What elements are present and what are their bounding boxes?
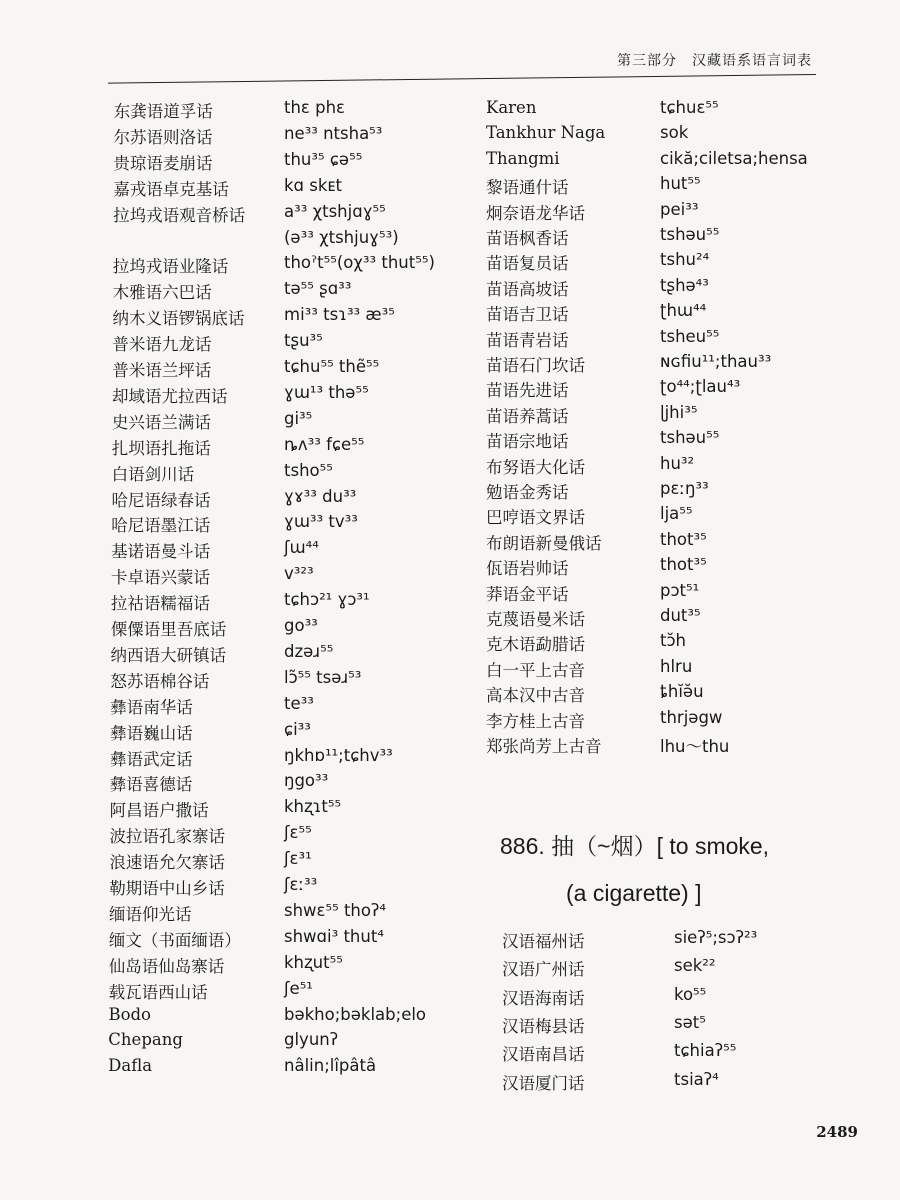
entry-form: ŋgo³³ <box>284 771 329 791</box>
entry-form: thot³⁵ <box>660 529 707 549</box>
entry-language: 苗语复员话 <box>486 254 569 274</box>
entry-form: ko⁵⁵ <box>674 984 707 1004</box>
entry-form: ʈhɯ⁴⁴ <box>660 301 707 321</box>
entry-language: 仙岛语仙岛寨话 <box>108 956 225 976</box>
entry-language: Chepang <box>108 1030 183 1050</box>
entry-language: 布朗语新曼俄话 <box>486 533 602 553</box>
entry-language: 浪速语允欠寨话 <box>109 853 225 873</box>
entry-language: 汉语梅县话 <box>502 1016 585 1036</box>
entry-form: ʃɛː³³ <box>284 875 318 894</box>
entry-language: 佤语岩帅话 <box>486 559 569 579</box>
entry-language: 缅文（书面缅语） <box>108 930 241 950</box>
entry-form: ʃɯ⁴⁴ <box>284 538 319 558</box>
entry-language: 郑张尚芳上古音 <box>486 737 602 756</box>
entry-form: hu³² <box>660 453 695 473</box>
entry-form: ʈo⁴⁴;ʈlau⁴³ <box>660 377 741 397</box>
entry-language: 嘉戎语卓克基话 <box>113 179 229 199</box>
entry-language: 尔苏语则洛话 <box>113 127 213 147</box>
entry-form: ɕi³³ <box>284 719 311 739</box>
entry-form: tɔ̆h <box>660 631 686 651</box>
entry-language: 波拉语孔家寨话 <box>109 827 225 847</box>
entry-language: 苗语先进话 <box>486 381 569 401</box>
entry-form: ɣɯ³³ tv³³ <box>284 512 358 532</box>
entry-language: 纳西语大研镇话 <box>110 645 227 665</box>
entry-language: 拉祜语糯福话 <box>110 594 210 614</box>
entry-language: 汉语海南话 <box>502 988 585 1008</box>
entry-language: 布努语大化话 <box>486 457 585 477</box>
entry-language: 木雅语六巴话 <box>112 283 212 303</box>
entry-language: 黎语通什话 <box>486 178 569 198</box>
entry-form: ne³³ ntsha⁵³ <box>284 123 383 143</box>
entry-form: ɣɯ¹³ thə⁵⁵ <box>284 382 369 402</box>
entry-form: tə⁵⁵ ʂɑ³³ <box>284 279 352 299</box>
entry-language: 苗语高坡话 <box>486 279 569 299</box>
entry-language: 哈尼语墨江话 <box>111 516 211 536</box>
entry-language: 基诺语曼斗话 <box>111 542 211 562</box>
entry-language: 傈僳语里吾底话 <box>110 620 227 639</box>
entry-form: tʂu³⁵ <box>284 331 323 351</box>
entry-form: thoˀt⁵⁵(oχ³³ thut⁵⁵) <box>284 253 435 273</box>
entry-language: 汉语福州话 <box>502 932 585 951</box>
entry-language: Tankhur Naga <box>486 123 606 143</box>
entry-form: gi³⁵ <box>284 408 313 428</box>
entry-form: dzəɹ⁵⁵ <box>284 641 334 661</box>
entry-language: 克木语勐腊话 <box>486 635 585 655</box>
entry-form: tshəu⁵⁵ <box>660 428 720 448</box>
entry-language: 普米语兰坪话 <box>112 361 212 380</box>
entry-language: 拉坞戎语观音桥话 <box>113 205 246 225</box>
entry-form: ʃɛ³¹ <box>284 849 312 869</box>
entry-form: pei³³ <box>660 199 699 219</box>
entry-language: 普米语九龙话 <box>112 335 212 355</box>
entry-language: 彝语巍山话 <box>110 723 193 743</box>
entry-language: 莽语金平话 <box>486 584 569 604</box>
entry-form: tɕhɔ²¹ ɣɔ³¹ <box>284 590 370 610</box>
section-title: 886. 抽（~烟）[ to smoke, <box>500 833 770 859</box>
entry-form: (ə³³ χtshjuɣ⁵³) <box>284 227 399 247</box>
entry-form: hlru <box>660 656 693 676</box>
entry-language: 苗语石门坎话 <box>486 356 585 375</box>
entry-form: tsheu⁵⁵ <box>660 326 720 346</box>
entry-language: 扎坝语扎拖话 <box>111 438 211 458</box>
entry-form: khʐut⁵⁵ <box>284 952 343 972</box>
entry-form: sieʔ⁵;sɔʔ²³ <box>674 928 758 947</box>
entry-form: ɭjhi³⁵ <box>660 402 698 422</box>
entry-form: thot³⁵ <box>660 555 707 575</box>
entry-form: nâlin;lîpâtâ <box>284 1056 377 1076</box>
entry-form: v³²³ <box>284 564 314 584</box>
section-title-continuation: (a cigarette) ] <box>566 880 702 906</box>
entry-language: 克蔑语曼米话 <box>486 610 585 629</box>
entry-language: 汉语厦门话 <box>502 1073 585 1093</box>
page-number: 2489 <box>816 1123 858 1141</box>
entry-language: Karen <box>486 98 537 117</box>
entry-form: thrjəgw <box>660 707 723 727</box>
entry-language: 高本汉中古音 <box>486 686 585 706</box>
running-header: 第三部分 汉藏语系语言词表 <box>617 53 812 69</box>
entry-language: Dafla <box>108 1056 153 1076</box>
entry-language: 汉语广州话 <box>502 960 585 980</box>
entry-form: bəkho;bəklab;elo <box>284 1004 427 1024</box>
entry-language: 载瓦语西山话 <box>108 982 208 1002</box>
entry-form: khʐɿt⁵⁵ <box>284 797 342 817</box>
entry-form: sət⁵ <box>674 1012 706 1032</box>
entry-form: thu³⁵ ɕə⁵⁵ <box>284 149 363 169</box>
entry-form: mi³³ tsɿ³³ æ³⁵ <box>284 305 395 325</box>
entry-language: Thangmi <box>486 148 560 168</box>
entry-form: lɔ̃⁵⁵ tsəɹ⁵³ <box>284 667 362 687</box>
entry-form: thɛ phɛ <box>284 98 345 117</box>
header-rule <box>108 74 816 84</box>
entry-language: 彝语南华话 <box>110 697 193 717</box>
entry-form: ɣɤ³³ du³³ <box>284 486 357 506</box>
entry-language: 汉语南昌话 <box>502 1045 585 1065</box>
entry-form: lja⁵⁵ <box>660 504 693 524</box>
entry-language: 苗语宗地话 <box>486 432 569 452</box>
entry-form: tɕhuɛ⁵⁵ <box>660 98 719 117</box>
entry-form: tsiaʔ⁴ <box>674 1069 719 1089</box>
entry-form: sek²² <box>674 956 716 976</box>
entry-language: 东龚语道孚话 <box>113 102 213 121</box>
entry-language: 卡卓语兴蒙话 <box>111 568 210 588</box>
entry-language: 勒期语中山乡话 <box>109 879 225 898</box>
entry-language: 阿昌语户撒话 <box>109 801 209 821</box>
entry-language: 苗语养蒿话 <box>486 406 569 426</box>
entry-form: pɔt⁵¹ <box>660 580 700 600</box>
entry-language: 白语剑川话 <box>111 464 195 484</box>
entry-language: 怒苏语棉谷话 <box>110 671 210 691</box>
entry-language: 炯奈语龙华话 <box>486 203 585 223</box>
entry-form: go³³ <box>284 616 318 635</box>
entry-language: 白一平上古音 <box>486 660 585 680</box>
entry-language: 贵琼语麦崩话 <box>113 153 213 173</box>
entry-language: 却域语尤拉西话 <box>112 386 228 406</box>
entry-language: 缅语仰光话 <box>109 904 192 924</box>
entry-form: ŋkhɒ¹¹;tɕhv³³ <box>284 745 393 765</box>
entry-form: pɛːŋ³³ <box>660 479 709 498</box>
entry-language: 勉语金秀话 <box>486 483 569 502</box>
entry-form: tshu²⁴ <box>660 250 710 270</box>
entry-language: 拉坞戎语业隆话 <box>112 257 229 277</box>
entry-language: Bodo <box>108 1004 151 1024</box>
entry-form: sok <box>660 123 689 143</box>
entry-language: 哈尼语绿春话 <box>111 490 211 510</box>
entry-form: ɴɢfiu¹¹;thau³³ <box>660 352 772 371</box>
entry-form: ȵʌ³³ fɕe⁵⁵ <box>284 434 365 454</box>
entry-form: glyunʔ <box>284 1030 339 1050</box>
entry-language: 彝语武定话 <box>109 749 193 769</box>
entry-language: 巴哼语文界话 <box>486 508 585 528</box>
entry-form: ʃɛ⁵⁵ <box>284 823 312 843</box>
entry-form: ȶhĭə̆u <box>660 682 704 702</box>
entry-language: 李方桂上古音 <box>486 711 585 731</box>
entry-form: tʂhə⁴³ <box>660 275 709 295</box>
entry-form: tɕhiaʔ⁵⁵ <box>674 1041 737 1061</box>
entry-form: hut⁵⁵ <box>660 174 701 194</box>
entry-form: shwɑi³ thut⁴ <box>284 926 384 946</box>
entry-language: 史兴语兰满话 <box>111 412 211 432</box>
entry-form: ʃe⁵¹ <box>284 978 313 998</box>
entry-form: a³³ χtshjɑɣ⁵⁵ <box>284 201 386 221</box>
entry-form: tɕhu⁵⁵ thẽ⁵⁵ <box>284 357 380 376</box>
entry-form: tshəu⁵⁵ <box>660 225 720 244</box>
entry-language: 苗语吉卫话 <box>486 305 569 325</box>
entry-form: tsho⁵⁵ <box>284 460 333 480</box>
entry-form: lhu～thu <box>660 737 730 756</box>
entry-form: te³³ <box>284 693 314 713</box>
entry-language: 彝语喜德话 <box>109 775 193 795</box>
entry-form: dut³⁵ <box>660 606 701 625</box>
entry-form: kɑ skᴇt <box>284 175 342 195</box>
entry-language: 纳木义语锣锅底话 <box>112 309 245 329</box>
entry-form: shwɛ⁵⁵ thoʔ⁴ <box>284 900 386 920</box>
entry-language: 苗语枫香话 <box>486 229 569 248</box>
entry-form: cikă;ciletsa;hensa <box>660 148 808 168</box>
entry-language: 苗语青岩话 <box>486 330 569 350</box>
